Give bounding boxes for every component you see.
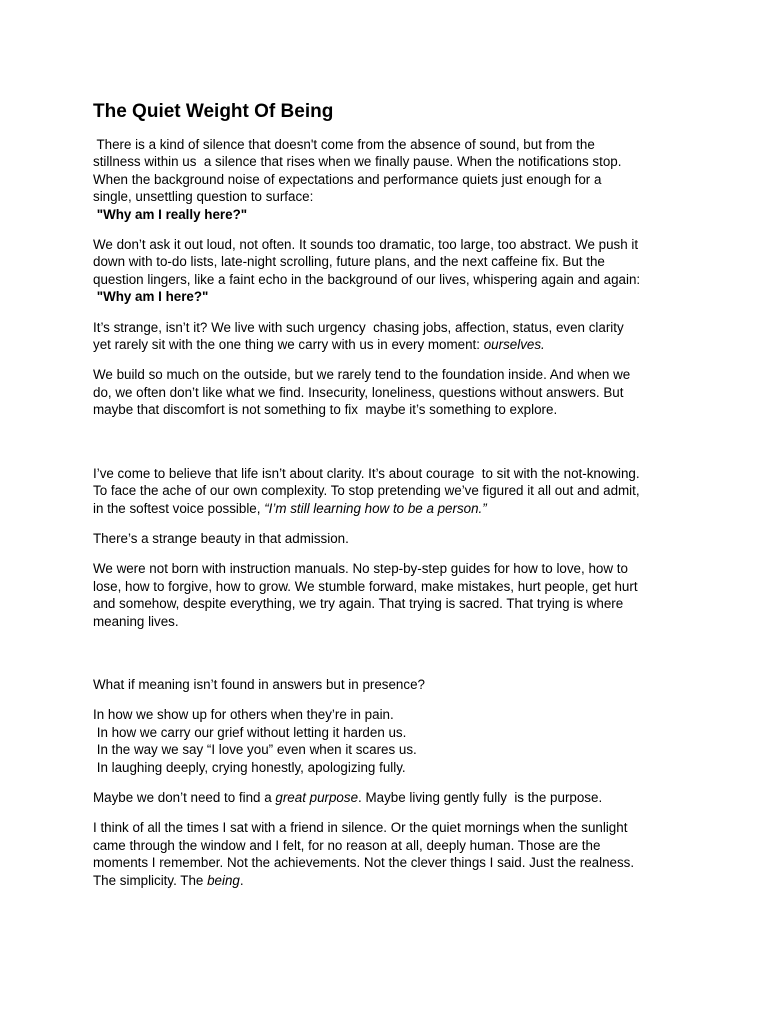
text-line xyxy=(93,336,678,353)
paragraph-11 xyxy=(93,819,678,889)
text-line: We build so much on the outside, but we rarely tend to the foundation inside. And when we xyxy=(93,367,631,383)
text-line: There is a kind of silence that doesn't come from the absence of sound, but from the xyxy=(93,137,595,152)
text-segment: . Maybe living gently fully is the purpose. xyxy=(358,789,603,805)
paragraph-8 xyxy=(93,676,678,693)
document-title: The Quiet Weight Of Being xyxy=(93,101,334,122)
text-line: In how we show up for others when they’re in pain. xyxy=(93,707,394,723)
text-line: and somehow, despite everything, we try again. That trying is sacred. That trying is where xyxy=(93,596,624,612)
text-line: single, unsettling question to surface: xyxy=(93,189,314,205)
text-line: I’ve come to believe that life isn’t about clarity. It’s about courage to sit with the not-knowing. xyxy=(93,465,640,481)
text-line: question lingers, like a faint echo in the background of our lives, whispering again and again: xyxy=(93,271,641,287)
text-line xyxy=(93,789,678,806)
paragraph-3 xyxy=(93,319,678,354)
paragraph-9 xyxy=(93,706,678,776)
text-line: do, we often don’t like what we find. Insecurity, loneliness, questions without answers. But xyxy=(93,384,624,400)
paragraph-1 xyxy=(93,136,678,223)
text-line: came through the window and I felt, for no reason at all, deeply human. Those are the xyxy=(93,837,601,853)
text-segment: . xyxy=(239,872,244,888)
section-spacer xyxy=(93,432,678,465)
text-segment: Maybe we don’t need to find a xyxy=(93,789,276,805)
paragraph-2 xyxy=(93,236,678,306)
text-line xyxy=(93,872,678,889)
text-line: down with to-do lists, late-night scrolling, future plans, and the next caffeine fix. But the xyxy=(93,254,605,270)
paragraph-7 xyxy=(93,560,678,630)
text-line: In the way we say “I love you” even when it scares us. xyxy=(93,742,417,758)
text-line: What if meaning isn’t found in answers but in presence? xyxy=(93,676,425,692)
paragraph-6 xyxy=(93,530,678,547)
text-segment: yet rarely sit with the one thing we carry with us in every moment: xyxy=(93,337,484,353)
text-segment: The simplicity. The xyxy=(93,872,208,888)
text-line: When the background noise of expectations and performance quiets just enough for a xyxy=(93,171,602,187)
paragraph-5 xyxy=(93,465,678,517)
text-line: I think of all the times I sat with a friend in silence. Or the quiet mornings when the sunlight xyxy=(93,820,628,836)
italic-ourselves: ourselves. xyxy=(483,337,545,353)
text-line: meaning lives. xyxy=(93,613,179,629)
paragraph-4 xyxy=(93,366,678,418)
text-line: We were not born with instruction manuals. No step-by-step guides for how to love, how to xyxy=(93,561,628,577)
text-line: moments I remember. Not the achievements. Not the clever things I said. Just the realness. xyxy=(93,855,635,871)
italic-quote: “I’m still learning how to be a person.” xyxy=(264,500,487,516)
text-line xyxy=(93,500,678,517)
text-line: stillness within us a silence that rises when we finally pause. When the notifications stop. xyxy=(93,154,622,170)
paragraph-10 xyxy=(93,789,678,806)
text-line: In laughing deeply, crying honestly, apologizing fully. xyxy=(93,759,406,775)
text-line: In how we carry our grief without letting it harden us. xyxy=(93,724,407,740)
text-line: It’s strange, isn’t it? We live with such urgency chasing jobs, affection, status, even clarity xyxy=(93,319,624,335)
italic-great-purpose: great purpose xyxy=(275,789,359,805)
text-segment: in the softest voice possible, xyxy=(93,500,265,516)
section-spacer xyxy=(93,643,678,676)
italic-being: being xyxy=(207,872,240,888)
text-line: There’s a strange beauty in that admission. xyxy=(93,530,349,546)
question-why-really-here: "Why am I really here?" xyxy=(93,206,248,222)
question-why-here: "Why am I here?" xyxy=(93,289,209,305)
text-line: To face the ache of our own complexity. To stop pretending we’ve figured it all out and admit, xyxy=(93,483,640,499)
text-line: lose, how to forgive, how to grow. We stumble forward, make mistakes, hurt people, get hurt xyxy=(93,578,638,594)
text-line: maybe that discomfort is not something to fix maybe it’s something to explore. xyxy=(93,402,558,418)
text-line: We don’t ask it out loud, not often. It sounds too dramatic, too large, too abstract. We push it xyxy=(93,237,639,253)
